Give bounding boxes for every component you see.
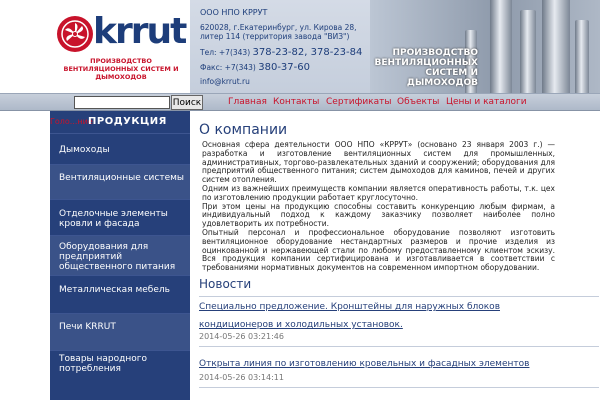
about-paragraph: Одним из важнейших преимуществ компании является оперативность работы, т.к. цех по изготовлению продукции работает круглосуточно. — [202, 183, 555, 202]
phone-number: 378-23-82, 378-23-84 — [252, 47, 363, 58]
news-item-title[interactable]: Открыта линия по изготовлению кровельных и фасадных элементов — [199, 359, 530, 369]
pipe-image — [520, 10, 536, 93]
company-address: 620028, г.Екатеринбург, ул. Кирова 28, литер 114 (территория завода "ВИЗ") — [200, 23, 357, 41]
news-divider — [199, 387, 599, 388]
pipe-image — [542, 0, 570, 93]
company-email[interactable]: info@krrut.ru — [200, 77, 250, 86]
banner-slogan: ПРОИЗВОДСТВО ВЕНТИЛЯЦИОННЫХ СИСТЕМ И ДЫМОХОДОВ — [374, 48, 478, 88]
nav-prices-catalogs[interactable]: Цены и каталоги — [446, 97, 527, 107]
search-input[interactable] — [74, 96, 170, 109]
nav-certificates[interactable]: Сертификаты — [326, 97, 392, 107]
about-paragraph: При этом цены на продукцию способны составить конкуренцию любым фирмам, а индивидуальный подход к каждому заказчику позволяет наиболее полно удовлетворить их потребности. — [202, 201, 555, 229]
logo-area[interactable] — [50, 0, 190, 93]
sidebar-item-catering-equipment[interactable]: Оборудования для предприятий общественного питания — [50, 235, 190, 275]
nav-contacts[interactable]: Контакты — [273, 97, 320, 107]
top-nav — [0, 93, 600, 111]
fan-logo-icon — [57, 16, 93, 52]
sidebar-item-roof-facade[interactable]: Отделочные элементы кровли и фасада — [50, 199, 190, 235]
logo-text: krrut — [93, 11, 186, 52]
logo[interactable] — [57, 11, 186, 54]
sidebar-header — [50, 111, 190, 133]
pipe-image — [575, 20, 589, 93]
news-item-title[interactable]: Специально предложение. Кронштейны для наружных блоков кондиционеров и холодильных установок. — [199, 302, 500, 330]
product-sidebar — [50, 111, 190, 400]
news-heading: Новости — [199, 277, 252, 291]
sidebar-title: ПРОДУКЦИЯ — [88, 116, 167, 127]
search-button[interactable]: Поиск — [171, 95, 203, 110]
sidebar-item-consumer-goods[interactable]: Товары народного потребления — [50, 350, 190, 400]
about-text — [202, 141, 555, 273]
site-header — [0, 0, 600, 93]
about-paragraph: Основная сфера деятельности ООО НПО «КРРУТ» (основано 23 января 2003 г.) — разработка и изготовление вентиляционных систем для промышленных, административных, торгово-развлекательных зданий и сооружений; оборудования для предприятий общественного питания; систем дымоходов для каминов, печей и других систем отопления. — [202, 140, 555, 185]
about-paragraph: Опытный персонал и профессиональное оборудование позволяют изготовить вентиляционное оборудование нестандартных размеров и прочие изделия из оцинкованной и нержавеющей стали по любому предоставленному клиентом эскизу. Вся продукция компании сертифицирована и изготавливается в соответствии с требованиями нормативных документов на современном импортном оборудовании. — [202, 227, 555, 273]
news-item-date: 2014-05-26 03:21:46 — [199, 332, 284, 341]
nav-objects[interactable]: Объекты — [397, 97, 440, 107]
header-banner — [370, 0, 600, 93]
main-content — [190, 111, 600, 400]
sidebar-item-chimneys[interactable]: Дымоходы — [50, 133, 190, 164]
sidebar-item-metal-furniture[interactable]: Металлическая мебель — [50, 275, 190, 313]
sidebar-back-link[interactable]: Голо...ние — [50, 117, 93, 126]
company-phone — [200, 47, 370, 58]
company-fax — [200, 62, 370, 73]
page-title: О компании — [199, 122, 288, 138]
company-name: ООО НПО КРРУТ — [200, 8, 268, 17]
nav-home[interactable]: Главная — [228, 97, 267, 107]
phone-label: Тел: +7(343) — [200, 48, 253, 57]
pipe-image — [490, 0, 512, 93]
news-divider — [199, 296, 599, 297]
contact-info — [190, 0, 370, 93]
fax-label: Факс: +7(343) — [200, 63, 259, 72]
sidebar-item-stoves[interactable]: Печи KRRUT — [50, 313, 190, 350]
logo-tagline: ПРОИЗВОДСТВО ВЕНТИЛЯЦИОННЫХ СИСТЕМ И ДЫМОХОДОВ — [63, 57, 179, 81]
news-divider — [199, 346, 599, 347]
sidebar-item-ventilation[interactable]: Вентиляционные системы — [50, 164, 190, 199]
fax-number: 380-37-60 — [258, 62, 310, 73]
news-item-date: 2014-05-26 03:14:11 — [199, 373, 284, 382]
